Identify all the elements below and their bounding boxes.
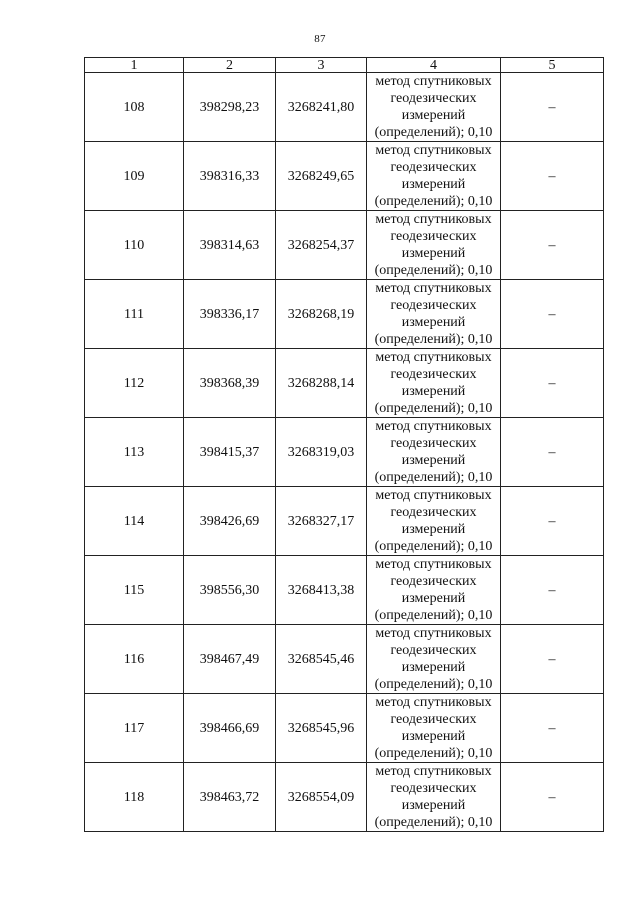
method-line: геодезических (390, 436, 477, 451)
y-coordinate-cell: 3268413,38 (276, 556, 367, 625)
method-line: метод спутниковых (375, 143, 492, 158)
x-coordinate-cell: 398298,23 (184, 73, 276, 142)
y-coordinate-cell: 3268254,37 (276, 211, 367, 280)
point-number-cell: 114 (85, 487, 184, 556)
method-cell (367, 556, 501, 625)
x-coordinate-cell: 398426,69 (184, 487, 276, 556)
method-line: геодезических (390, 367, 477, 382)
method-line: геодезических (390, 505, 477, 520)
method-line: (определений); 0,10 (374, 608, 493, 623)
table-row (85, 694, 604, 763)
table-row (85, 556, 604, 625)
table-row (85, 280, 604, 349)
method-line: (определений); 0,10 (374, 815, 493, 830)
method-cell (367, 418, 501, 487)
method-line: (определений); 0,10 (374, 263, 493, 278)
method-line: метод спутниковых (375, 281, 492, 296)
method-line: метод спутниковых (375, 419, 492, 434)
x-coordinate-cell: 398368,39 (184, 349, 276, 418)
method-cell (367, 280, 501, 349)
table-row (85, 211, 604, 280)
method-line: (определений); 0,10 (374, 470, 493, 485)
x-coordinate-cell: 398316,33 (184, 142, 276, 211)
point-number-cell: 118 (85, 763, 184, 832)
method-line: геодезических (390, 298, 477, 313)
method-line: измерений (401, 177, 466, 192)
point-number-cell: 113 (85, 418, 184, 487)
column-5-cell: – (501, 556, 604, 625)
column-header: 5 (501, 58, 604, 73)
y-coordinate-cell: 3268241,80 (276, 73, 367, 142)
y-coordinate-cell: 3268268,19 (276, 280, 367, 349)
method-line: измерений (401, 315, 466, 330)
page-number: 87 (314, 33, 326, 45)
method-line: геодезических (390, 91, 477, 106)
method-line: (определений); 0,10 (374, 125, 493, 140)
method-line: измерений (401, 384, 466, 399)
y-coordinate-cell: 3268545,96 (276, 694, 367, 763)
x-coordinate-cell: 398314,63 (184, 211, 276, 280)
method-line: метод спутниковых (375, 695, 492, 710)
method-line: геодезических (390, 643, 477, 658)
method-line: метод спутниковых (375, 212, 492, 227)
y-coordinate-cell: 3268554,09 (276, 763, 367, 832)
y-coordinate-cell: 3268249,65 (276, 142, 367, 211)
table-row (85, 625, 604, 694)
table-row (85, 349, 604, 418)
column-5-cell: – (501, 487, 604, 556)
point-number-cell: 111 (85, 280, 184, 349)
method-line: геодезических (390, 781, 477, 796)
point-number-cell: 110 (85, 211, 184, 280)
point-number-cell: 115 (85, 556, 184, 625)
column-5-cell: – (501, 625, 604, 694)
column-header: 1 (85, 58, 184, 73)
method-cell (367, 625, 501, 694)
table-body (85, 73, 604, 832)
column-5-cell: – (501, 73, 604, 142)
method-line: метод спутниковых (375, 764, 492, 779)
column-5-cell: – (501, 418, 604, 487)
table-row (85, 142, 604, 211)
point-number-cell: 108 (85, 73, 184, 142)
method-line: (определений); 0,10 (374, 401, 493, 416)
x-coordinate-cell: 398556,30 (184, 556, 276, 625)
point-number-cell: 116 (85, 625, 184, 694)
column-header: 2 (184, 58, 276, 73)
column-5-cell: – (501, 142, 604, 211)
method-cell (367, 73, 501, 142)
column-header: 3 (276, 58, 367, 73)
method-line: геодезических (390, 160, 477, 175)
method-line: метод спутниковых (375, 626, 492, 641)
method-line: измерений (401, 246, 466, 261)
column-5-cell: – (501, 763, 604, 832)
method-line: геодезических (390, 574, 477, 589)
method-line: метод спутниковых (375, 557, 492, 572)
table-row (85, 487, 604, 556)
method-line: геодезических (390, 712, 477, 727)
method-line: измерений (401, 798, 466, 813)
method-line: измерений (401, 108, 466, 123)
y-coordinate-cell: 3268319,03 (276, 418, 367, 487)
method-line: (определений); 0,10 (374, 677, 493, 692)
method-line: (определений); 0,10 (374, 746, 493, 761)
y-coordinate-cell: 3268288,14 (276, 349, 367, 418)
x-coordinate-cell: 398415,37 (184, 418, 276, 487)
method-cell (367, 349, 501, 418)
method-line: метод спутниковых (375, 74, 492, 89)
method-line: (определений); 0,10 (374, 539, 493, 554)
method-line: измерений (401, 729, 466, 744)
method-cell (367, 694, 501, 763)
method-cell (367, 763, 501, 832)
method-line: геодезических (390, 229, 477, 244)
method-line: измерений (401, 591, 466, 606)
method-line: метод спутниковых (375, 488, 492, 503)
method-line: измерений (401, 660, 466, 675)
column-5-cell: – (501, 211, 604, 280)
y-coordinate-cell: 3268545,46 (276, 625, 367, 694)
method-line: (определений); 0,10 (374, 194, 493, 209)
method-line: метод спутниковых (375, 350, 492, 365)
table-row (85, 418, 604, 487)
method-line: (определений); 0,10 (374, 332, 493, 347)
column-5-cell: – (501, 280, 604, 349)
table-header-row (85, 58, 604, 73)
point-number-cell: 112 (85, 349, 184, 418)
column-header: 4 (367, 58, 501, 73)
x-coordinate-cell: 398466,69 (184, 694, 276, 763)
column-5-cell: – (501, 694, 604, 763)
point-number-cell: 117 (85, 694, 184, 763)
point-number-cell: 109 (85, 142, 184, 211)
method-line: измерений (401, 522, 466, 537)
table-row (85, 763, 604, 832)
method-cell (367, 142, 501, 211)
method-cell (367, 487, 501, 556)
x-coordinate-cell: 398467,49 (184, 625, 276, 694)
method-cell (367, 211, 501, 280)
y-coordinate-cell: 3268327,17 (276, 487, 367, 556)
x-coordinate-cell: 398336,17 (184, 280, 276, 349)
table-row (85, 73, 604, 142)
column-5-cell: – (501, 349, 604, 418)
x-coordinate-cell: 398463,72 (184, 763, 276, 832)
method-line: измерений (401, 453, 466, 468)
coordinates-table (84, 57, 604, 832)
